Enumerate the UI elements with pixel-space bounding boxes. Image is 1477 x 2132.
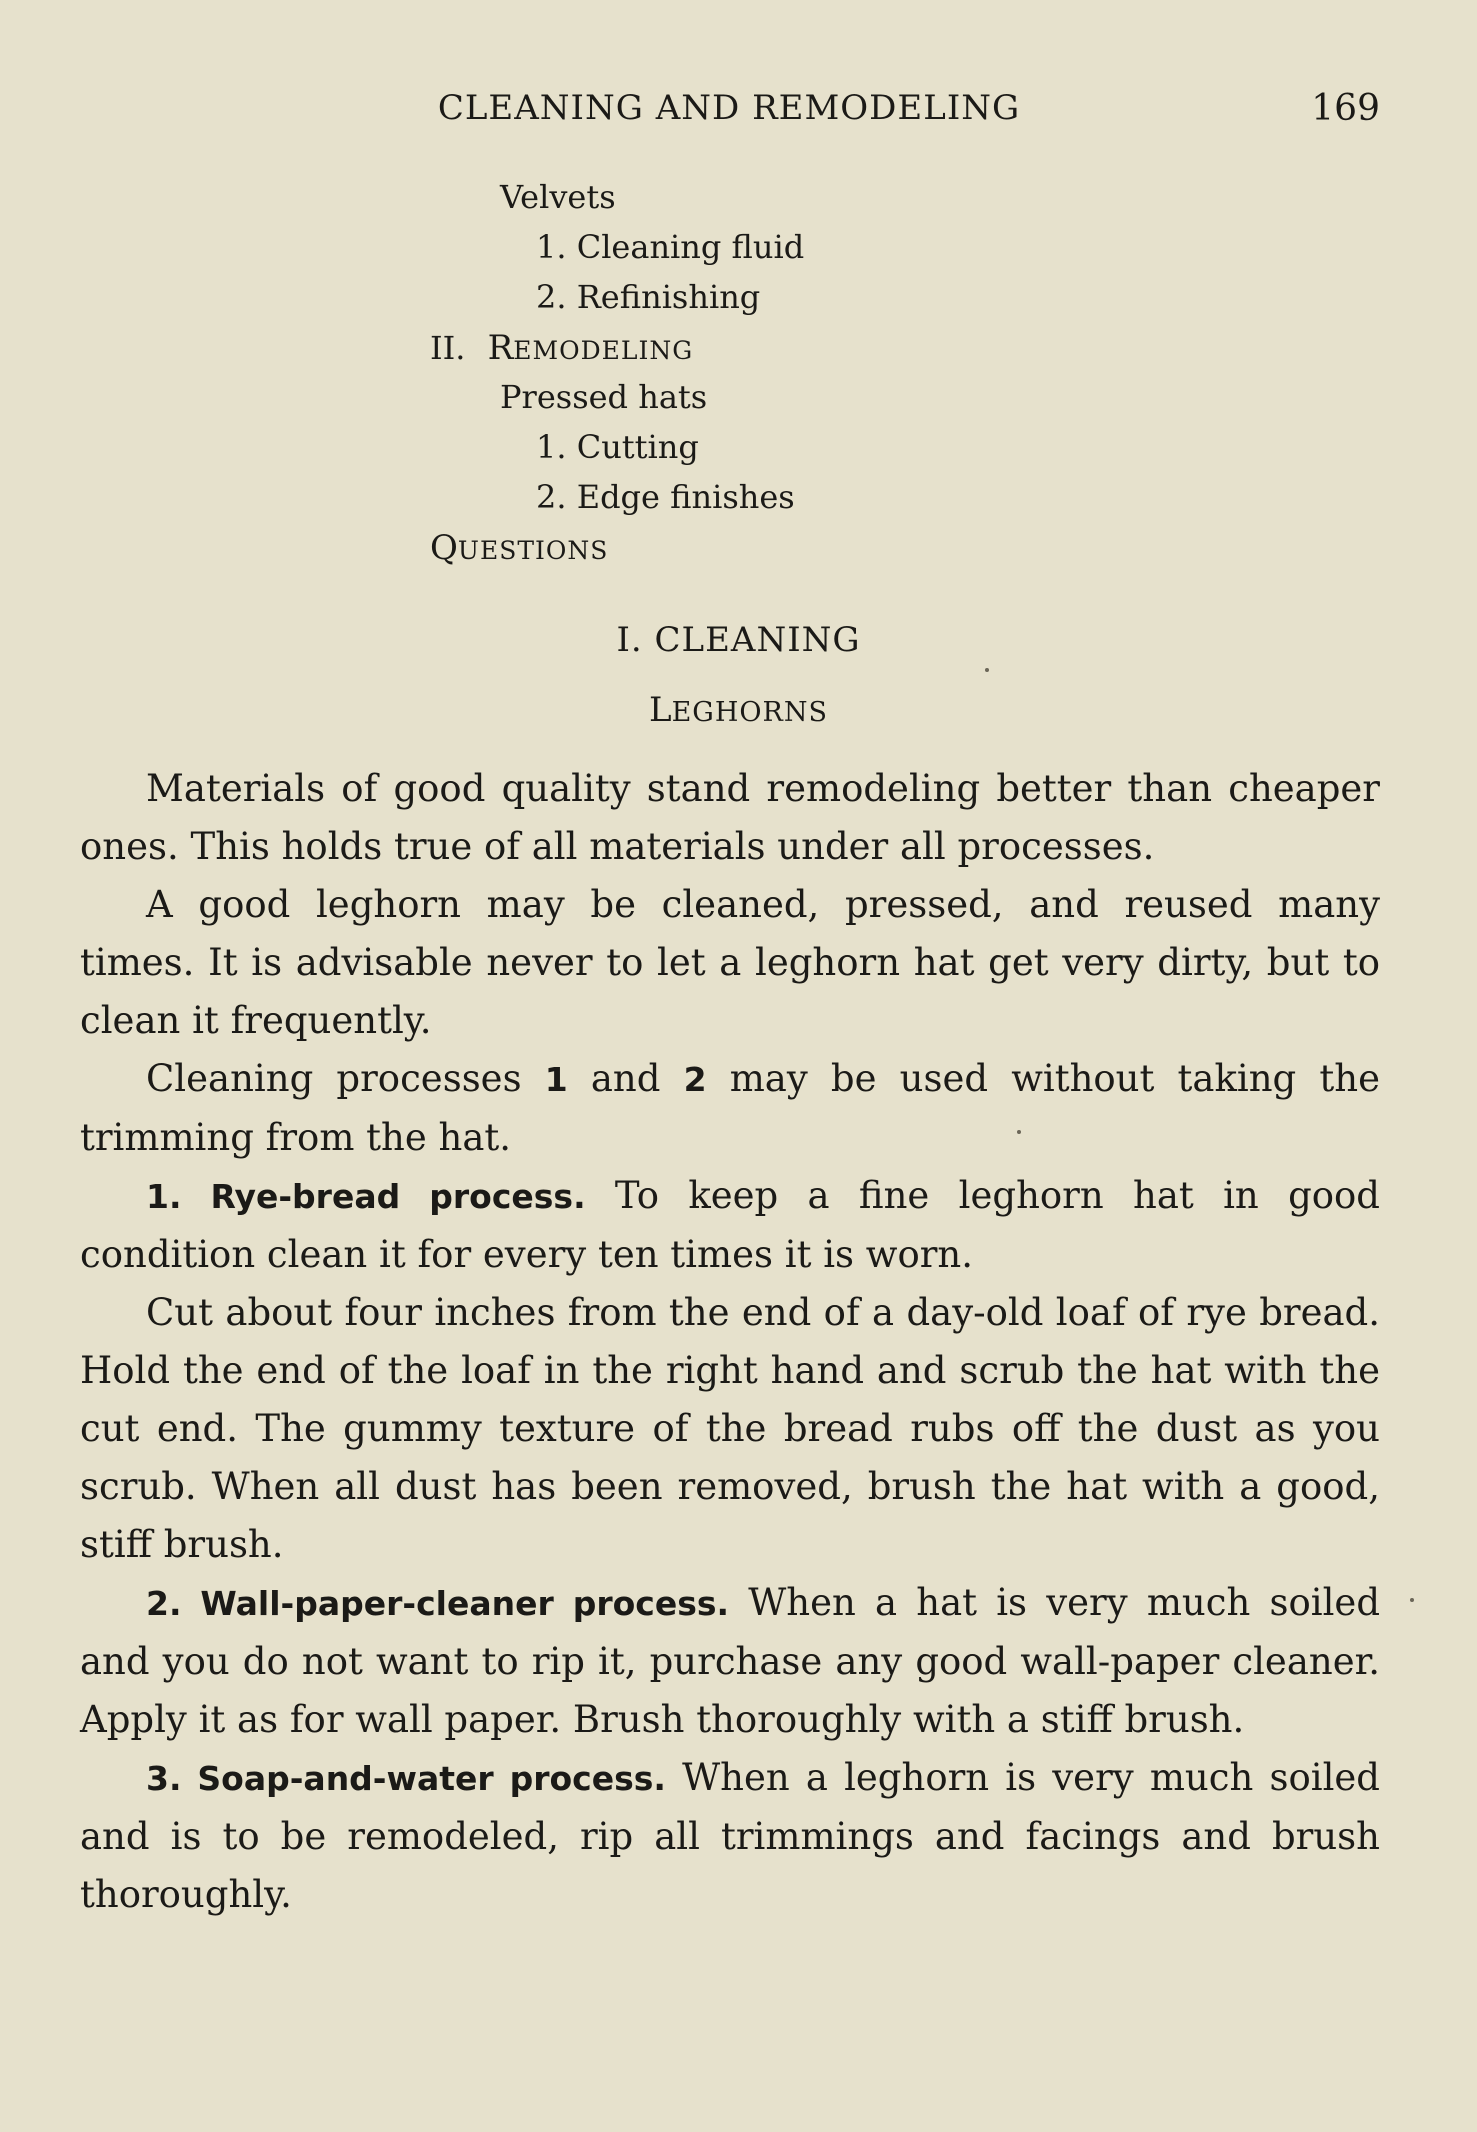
paragraph-rye-bread: 1. Rye-bread process. To keep a fine leghorn hat in good condition clean it for every ten times it is worn. [80,1174,1380,1276]
subsection-title [0,690,1477,730]
outline-questions [430,528,608,568]
outline-pressed-hats: Pressed hats [500,378,708,416]
soap-water-heading: 3. Soap-and-water process. [146,1759,666,1798]
page-number: 169 [1311,88,1380,129]
outline-questions-rest: UESTIONS [457,536,609,565]
paragraph-rye-bread-steps: Cut about four inches from the end of a day-old loaf of rye bread. Hold the end of the loaf in the right hand and scrub the hat with the cut end. The gummy texture of the bread rubs off the dust as you scrub. When all dust has been removed, brush the hat with a good, stiff brush. [80,1291,1380,1566]
process-number: 2 [683,1060,707,1099]
outline-item: 1. Cutting [536,428,699,466]
outline-item: 2. Refinishing [536,278,761,316]
body-text [80,760,1380,1924]
subsection-initial: L [649,690,672,730]
page-header [78,88,1380,138]
outline-remodeling [430,328,693,368]
paragraph-cleaning-processes: Cleaning processes 1 and 2 may be used without taking the trimming from the hat. [80,1057,1380,1159]
section-title: I. CLEANING [616,620,861,660]
outline-item: 2. Edge finishes [536,478,795,516]
paragraph-wall-paper: 2. Wall-paper-cleaner process. When a hat is very much soiled and you do not want to rip it, purchase any good wall-paper cleaner. Apply it as for wall paper. Brush thoroughly with a stiff brush. [80,1581,1381,1741]
outline-velvets: Velvets [500,178,616,216]
outline-remodeling-number: II. [430,329,466,367]
process-number: 1 [544,1060,568,1099]
paragraph-materials: Materials of good quality stand remodeling better than cheaper ones. This holds true of all materials under all processes. [80,767,1380,868]
running-head: CLEANING AND REMODELING [437,88,1021,128]
outline-remodeling-initial: R [487,328,514,368]
paper-speck [985,668,989,672]
outline-remodeling-rest: EMODELING [513,336,694,365]
paper-speck [1410,1598,1414,1602]
subsection-rest: EGHORNS [671,697,828,728]
outline-item: 1. Cleaning fluid [536,228,805,266]
wall-paper-heading: 2. Wall-paper-cleaner process. [146,1584,730,1623]
paragraph-good-leghorn: A good leghorn may be cleaned, pressed, and reused many times. It is advisable never to let a leghorn hat get very dirty, but to clean it frequently. [80,883,1380,1042]
outline-questions-initial: Q [430,528,458,568]
paper-speck [1017,1130,1021,1134]
rye-bread-heading: 1. Rye-bread process. [146,1177,586,1216]
paragraph-soap-water: 3. Soap-and-water process. When a leghorn is very much soiled and is to be remodeled, rip all trimmings and facings and brush thoroughly. [80,1756,1380,1916]
